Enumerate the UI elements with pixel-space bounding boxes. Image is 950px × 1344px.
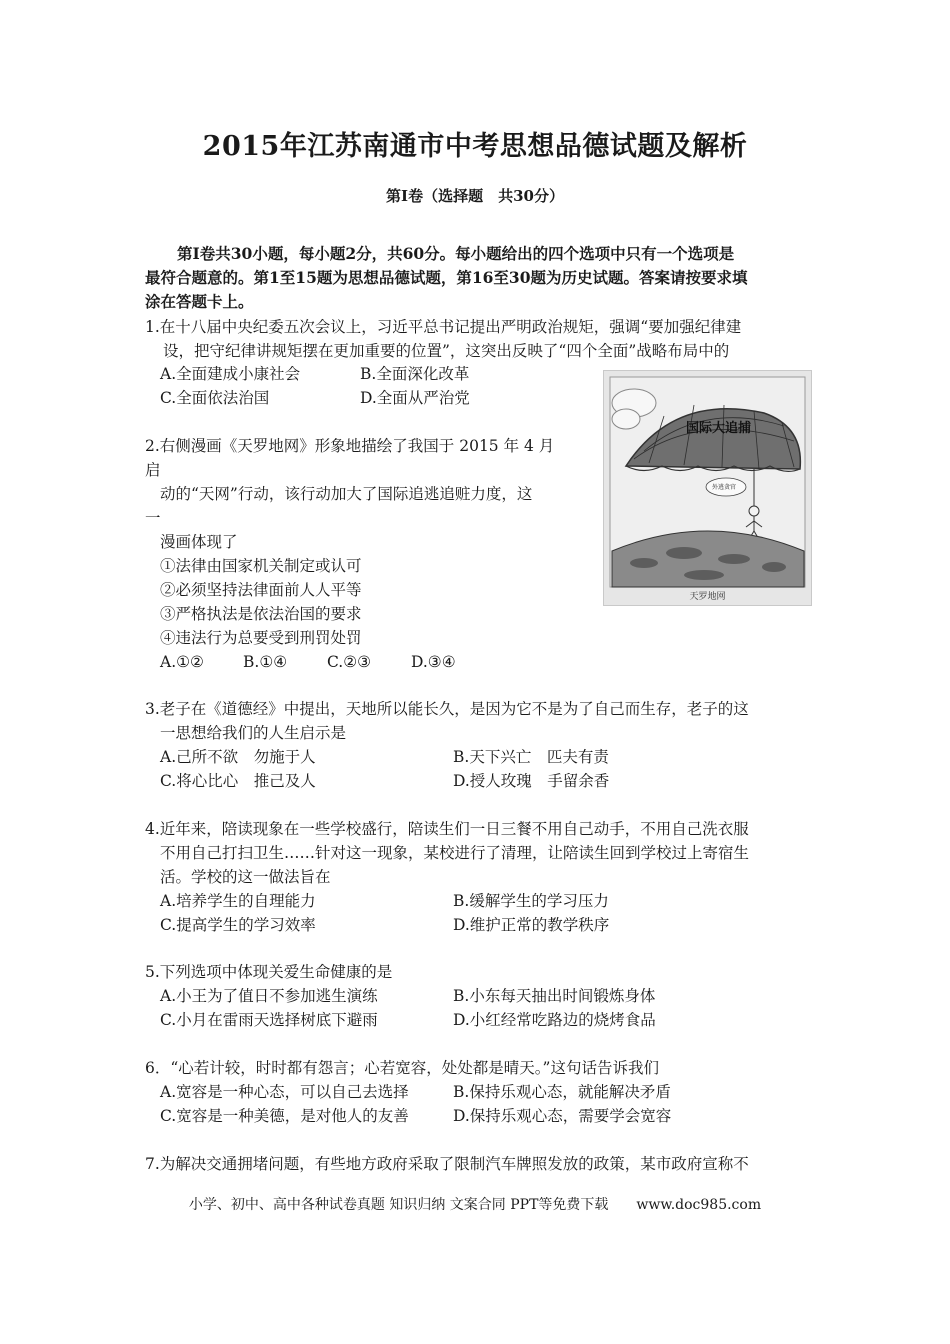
question-line: 漫画体现了 xyxy=(160,533,238,551)
option-c: C.宽容是一种美德，是对他人的友善 xyxy=(160,1107,409,1125)
option-a: A.全面建成小康社会 xyxy=(160,365,301,383)
option-b: B.缓解学生的学习压力 xyxy=(453,892,609,910)
cartoon-image xyxy=(603,370,812,606)
option-c: C.提高学生的学习效率 xyxy=(160,916,316,934)
footer-text: 小学、初中、高中各种试卷真题 知识归纳 文案合同 PPT等免费下载 www.doc985.com xyxy=(188,1197,762,1213)
option-b: B.保持乐观心态，就能解决矛盾 xyxy=(453,1083,671,1101)
cartoon-caption: 天罗地网 xyxy=(689,592,726,602)
option-b: B.①④ xyxy=(243,653,288,671)
statement-1: ①法律由国家机关制定或认可 xyxy=(160,557,362,575)
question-line: 一思想给我们的人生启示是 xyxy=(160,724,347,742)
net-cartoon-icon xyxy=(604,371,811,605)
option-a: A.培养学生的自理能力 xyxy=(160,892,316,910)
instructions-line: 第Ⅰ卷共30小题，每小题2分，共60分。每小题给出的四个选项中只有一个选项是 xyxy=(177,244,735,263)
net-label: 国际大追捕 xyxy=(686,421,752,436)
question-line: 3.老子在《道德经》中提出，天地所以能长久，是因为它不是为了自己而生存，老子的这 xyxy=(145,700,749,718)
question-line: 不用自己打扫卫生……针对这一现象，某校进行了清理，让陪读生回到学校过上寄宿生 xyxy=(160,844,750,862)
option-b: B.全面深化改革 xyxy=(360,365,470,383)
bubble-text: 外逃贪官 xyxy=(712,484,737,491)
question-line: 5.下列选项中体现关爱生命健康的是 xyxy=(145,963,393,981)
question-line: 1.在十八届中央纪委五次会议上，习近平总书记提出严明政治规矩，强调“要加强纪律建 xyxy=(145,318,742,336)
question-line: 设，把守纪律讲规矩摆在更加重要的位置”，这突出反映了“四个全面”战略布局中的 xyxy=(163,342,730,360)
option-d: D.小红经常吃路边的烧烤食品 xyxy=(453,1011,656,1029)
section-subtitle: 第Ⅰ卷（选择题 共30分） xyxy=(386,187,564,205)
instructions xyxy=(145,242,815,314)
question-line: 6．“心若计较，时时都有怨言；心若宽容，处处都是晴天。”这句话告诉我们 xyxy=(145,1059,659,1077)
option-d: D.全面从严治党 xyxy=(360,389,470,407)
option-a: A.①② xyxy=(160,653,204,671)
question-line: 活。学校的这一做法旨在 xyxy=(160,868,331,886)
option-b: B.天下兴亡 匹夫有责 xyxy=(453,748,609,766)
option-c: C.全面依法治国 xyxy=(160,389,270,407)
option-c: C.②③ xyxy=(327,653,372,671)
statement-3: ③严格执法是依法治国的要求 xyxy=(160,605,362,623)
option-d: D.维护正常的教学秩序 xyxy=(453,916,610,934)
option-b: B.小东每天抽出时间锻炼身体 xyxy=(453,987,656,1005)
question-line: 4.近年来，陪读现象在一些学校盛行，陪读生们一日三餐不用自己动手，不用自己洗衣服 xyxy=(145,820,749,838)
question-line: 一 xyxy=(145,509,161,527)
instructions-line: 涂在答题卡上。 xyxy=(145,292,254,311)
option-a: A.己所不欲 勿施于人 xyxy=(160,748,316,766)
option-c: C.将心比心 推己及人 xyxy=(160,772,316,790)
option-d: D.授人玫瑰 手留余香 xyxy=(453,772,610,790)
question-line: 动的“天网”行动，该行动加大了国际追逃追赃力度，这 xyxy=(160,485,533,503)
statement-4: ④违法行为总要受到刑罚处罚 xyxy=(160,629,362,647)
question-line: 启 xyxy=(145,461,161,479)
option-d: D.③④ xyxy=(411,653,456,671)
option-a: A.小王为了值日不参加逃生演练 xyxy=(160,987,378,1005)
option-a: A.宽容是一种心态，可以自己去选择 xyxy=(160,1083,409,1101)
question-line: 2.右侧漫画《天罗地网》形象地描绘了我国于 2015 年 4 月 xyxy=(145,437,555,455)
question-line: 7.为解决交通拥堵问题，有些地方政府采取了限制汽车牌照发放的政策，某市政府宣称不 xyxy=(145,1155,749,1173)
option-d: D.保持乐观心态，需要学会宽容 xyxy=(453,1107,672,1125)
instructions-line: 最符合题意的。第1至15题为思想品德试题，第16至30题为历史试题。答案请按要求填 xyxy=(145,268,748,287)
option-c: C.小月在雷雨天选择树底下避雨 xyxy=(160,1011,378,1029)
page-title: 2015年江苏南通市中考思想品德试题及解析 xyxy=(202,131,748,162)
statement-2: ②必须坚持法律面前人人平等 xyxy=(160,581,362,599)
